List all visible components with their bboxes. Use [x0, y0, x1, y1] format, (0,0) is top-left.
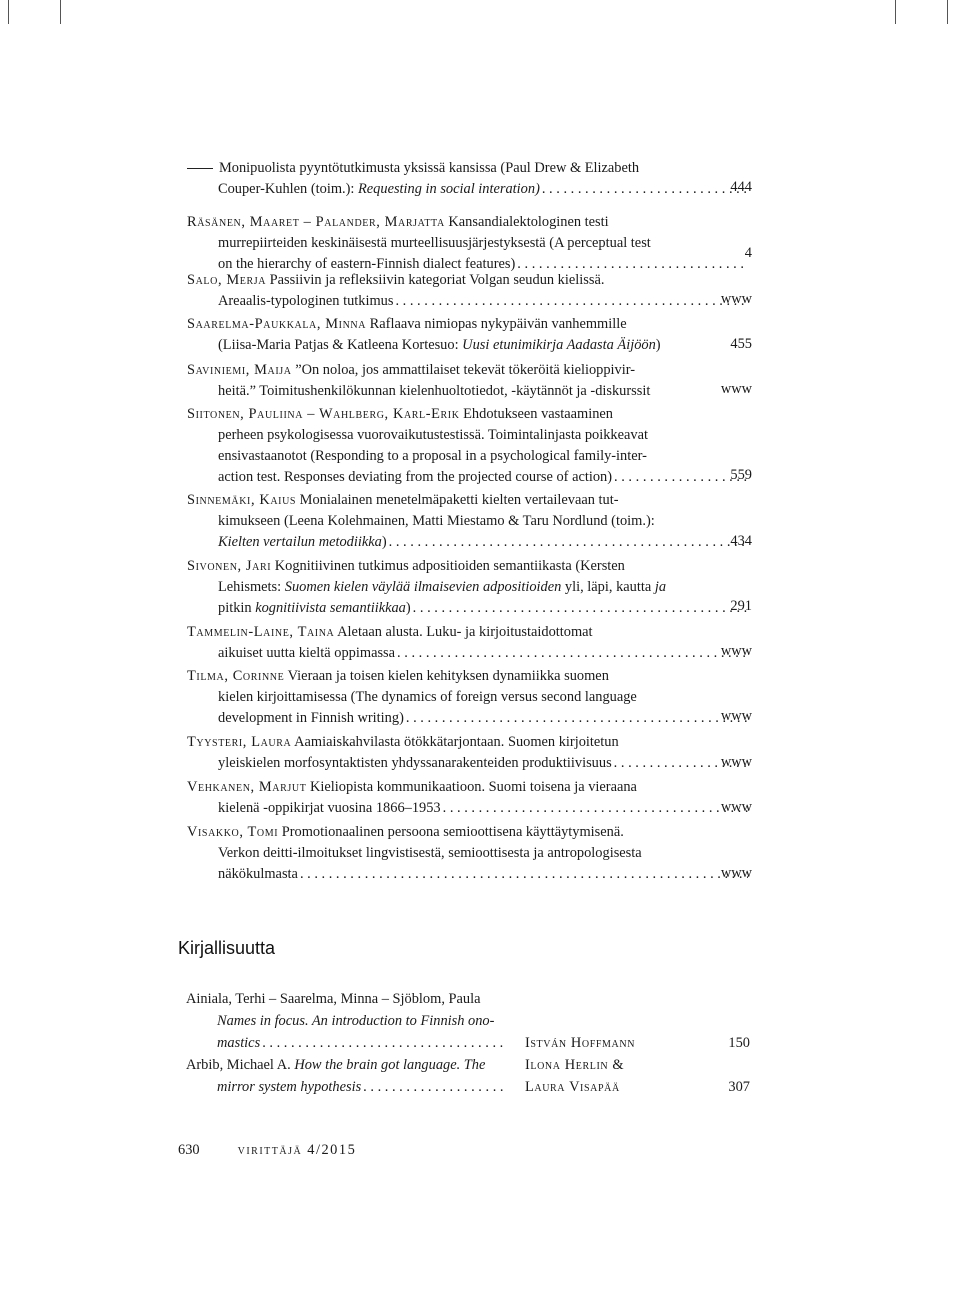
index-entry: Siitonen, Pauliina – Wahlberg, Karl-Erik Ehdotukseen vastaaminen perheen psykologisessa vuorovaikutustestissä. Toimintalinjasta poikkeavat ensivastaanotot (Responding to a proposal in a psychological family-inter- action test. Responses deviating from the projected course of action) . . . — [187, 404, 752, 488]
index-entry: Vehkanen, Marjut Kieliopista kommunikaatioon. Suomi toisena ja vieraana kielenä -oppikirjat vuosina 1866–1953 . . . — [187, 777, 752, 819]
crop-mark-left — [8, 0, 9, 24]
section-heading: Kirjallisuutta — [178, 938, 276, 958]
index-entry: Sivonen, Jari Kognitiivinen tutkimus adpositioiden semantiikasta (Kersten Lehismets: Suomen kielen väylää ilmaisevien adpositioiden yli, läpi, kautta ja pitkin kognitiivista semantiikkaa) . . . — [187, 556, 752, 619]
leader-dots — [395, 291, 748, 312]
author-name: Visakko, Tomi — [187, 824, 279, 840]
leader-dots — [389, 532, 748, 553]
page-number: 150 — [728, 1035, 750, 1051]
page-number: 291 — [730, 598, 752, 614]
dash-icon — [187, 168, 213, 169]
index-entry: Saarelma-Paukkala, Minna Raflaava nimiopas nykypäivän vanhemmille (Liisa-Maria Patjas & Katleena Kortesuo: Uusi etunimikirja Aadasta Äijöön) — [187, 316, 661, 353]
index-entry: Visakko, Tomi Promotionaalinen persoona semioottisena käyttäytymisenä. Verkon deitti-ilmoitukset lingvistisestä, semioottisesta ja antropologisesta näkökulmasta . . . — [187, 822, 752, 885]
index-entry: Monipuolista pyyntötutkimusta yksissä kansissa (Paul Drew & Elizabeth Couper-Kuhlen (toim.): Requesting in social interation) . . . — [187, 158, 752, 200]
author-name: Salo, Merja — [187, 272, 267, 288]
reviewer-name: Ilona Herlin & Laura Visapää — [525, 1057, 625, 1095]
journal-name: virittäjä 4/2015 — [237, 1142, 357, 1158]
page-footer — [178, 1142, 356, 1159]
literature-item: Arbib, Michael A. How the brain got language. The mirror system hypothesis . . . — [186, 1054, 511, 1098]
leader-dots — [406, 708, 748, 729]
page-number: www — [720, 708, 752, 724]
crop-mark-right — [947, 0, 948, 24]
index-entry: Saviniemi, Maija ”On noloa, jos ammattilaiset tekevät tökeröitä kielioppivir- heitä.” Toimitushenkilökunnan kielenhuoltotiedot, -käytännöt ja -diskurssit — [187, 362, 651, 399]
page-number: www — [720, 865, 752, 881]
page-number: 559 — [730, 467, 752, 483]
author-name: Vehkanen, Marjut — [187, 779, 307, 795]
index-entry: Salo, Merja Passiivin ja refleksiivin kategoriat Volgan seudun kielissä. Areaalis-typologinen tutkimus . . . — [187, 270, 752, 312]
page-number: www — [720, 291, 752, 307]
page-number: www — [720, 643, 752, 659]
page-number: 455 — [730, 336, 752, 352]
leader-dots — [363, 1076, 507, 1098]
index-entry: Räsänen, Maaret – Palander, Marjatta Kansandialektologinen testi murrepiirteiden keskinäisestä murteellisuusjärjestyksestä (A perceptual test on the hierarchy of eastern-Finnish dialect features) . . . — [187, 212, 752, 275]
author-name: Saviniemi, Maija — [187, 362, 292, 378]
page-number: www — [720, 754, 752, 770]
author-name: Räsänen, Maaret – Palander, Marjatta — [187, 214, 445, 230]
author-name: Tilma, Corinne — [187, 668, 285, 684]
author-name: Siitonen, Pauliina – Wahlberg, Karl-Erik — [187, 406, 460, 422]
author-name: Saarelma-Paukkala, Minna — [187, 316, 367, 332]
leader-dots — [397, 643, 748, 664]
crop-mark-mid1 — [60, 0, 61, 24]
index-entry: Tyysteri, Laura Aamiaiskahvilasta ötökkätarjontaan. Suomen kirjoitetun yleiskielen morfosyntaktisten yhdyssanarakenteiden produktiivisuus . . . — [187, 732, 752, 774]
leader-dots — [413, 598, 748, 619]
author-name: Sivonen, Jari — [187, 558, 272, 574]
author-name: Tyysteri, Laura — [187, 734, 292, 750]
index-entry: Sinnemäki, Kaius Monialainen menetelmäpaketti kielten vertailevaan tut- kimukseen (Leena Kolehmainen, Matti Miestamo & Taru Nordlund (toim.): Kielten vertailun metodiikka) . . . — [187, 490, 752, 553]
leader-dots — [300, 864, 748, 885]
author-name: Sinnemäki, Kaius — [187, 492, 297, 508]
literature-item: Ainiala, Terhi – Saarelma, Minna – Sjöblom, Paula Names in focus. An introduction to Finnish ono- mastics . . . — [186, 988, 511, 1054]
leader-dots — [262, 1032, 507, 1054]
page-number: www — [720, 381, 752, 397]
crop-mark-mid2 — [895, 0, 896, 24]
reviewer-name: István Hoffmann — [525, 1035, 636, 1051]
page-number: 307 — [728, 1079, 750, 1095]
index-entry: Tilma, Corinne Vieraan ja toisen kielen kehityksen dynamiikka suomen kielen kirjoittamisessa (The dynamics of foreign versus second language development in Finnish writing) . . . — [187, 666, 752, 729]
index-entry: Tammelin-Laine, Taina Aletaan alusta. Luku- ja kirjoitustaidottomat aikuiset uutta kieltä oppimassa . . . — [187, 622, 752, 664]
page-number: 434 — [730, 533, 752, 549]
page-number: 444 — [730, 179, 752, 195]
page-number: 4 — [744, 245, 752, 261]
author-name: Tammelin-Laine, Taina — [187, 624, 335, 640]
footer-page-number: 630 — [178, 1142, 200, 1158]
leader-dots — [443, 798, 748, 819]
page-number: www — [720, 799, 752, 815]
